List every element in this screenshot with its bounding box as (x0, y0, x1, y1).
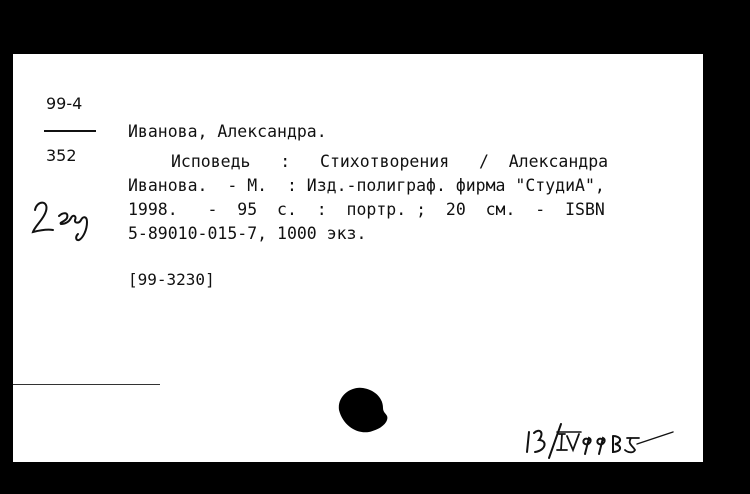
author-heading: Иванова, Александра. (128, 122, 327, 141)
description-line-1: Исповедь : Стихотворения / Александра (171, 152, 609, 171)
shelfmark-top: 99-4 (46, 94, 83, 113)
description-line-3: 1998. - 95 с. : портр. ; 20 см. - ISBN (128, 200, 605, 219)
description-line-2: Иванова. - М. : Изд.-полиграф. фирма "СтудиА", (128, 176, 605, 195)
description-line-4: 5-89010-015-7, 1000 экз. (128, 224, 367, 243)
shelfmark-divider (44, 130, 96, 132)
shelfmark-bottom: 352 (46, 146, 77, 165)
handwritten-date (523, 422, 683, 462)
punch-hole (335, 384, 393, 436)
handwritten-copies-note (29, 194, 99, 244)
catalog-card (13, 54, 703, 462)
record-number: [99-3230] (128, 270, 215, 289)
horizontal-rule (13, 384, 160, 385)
